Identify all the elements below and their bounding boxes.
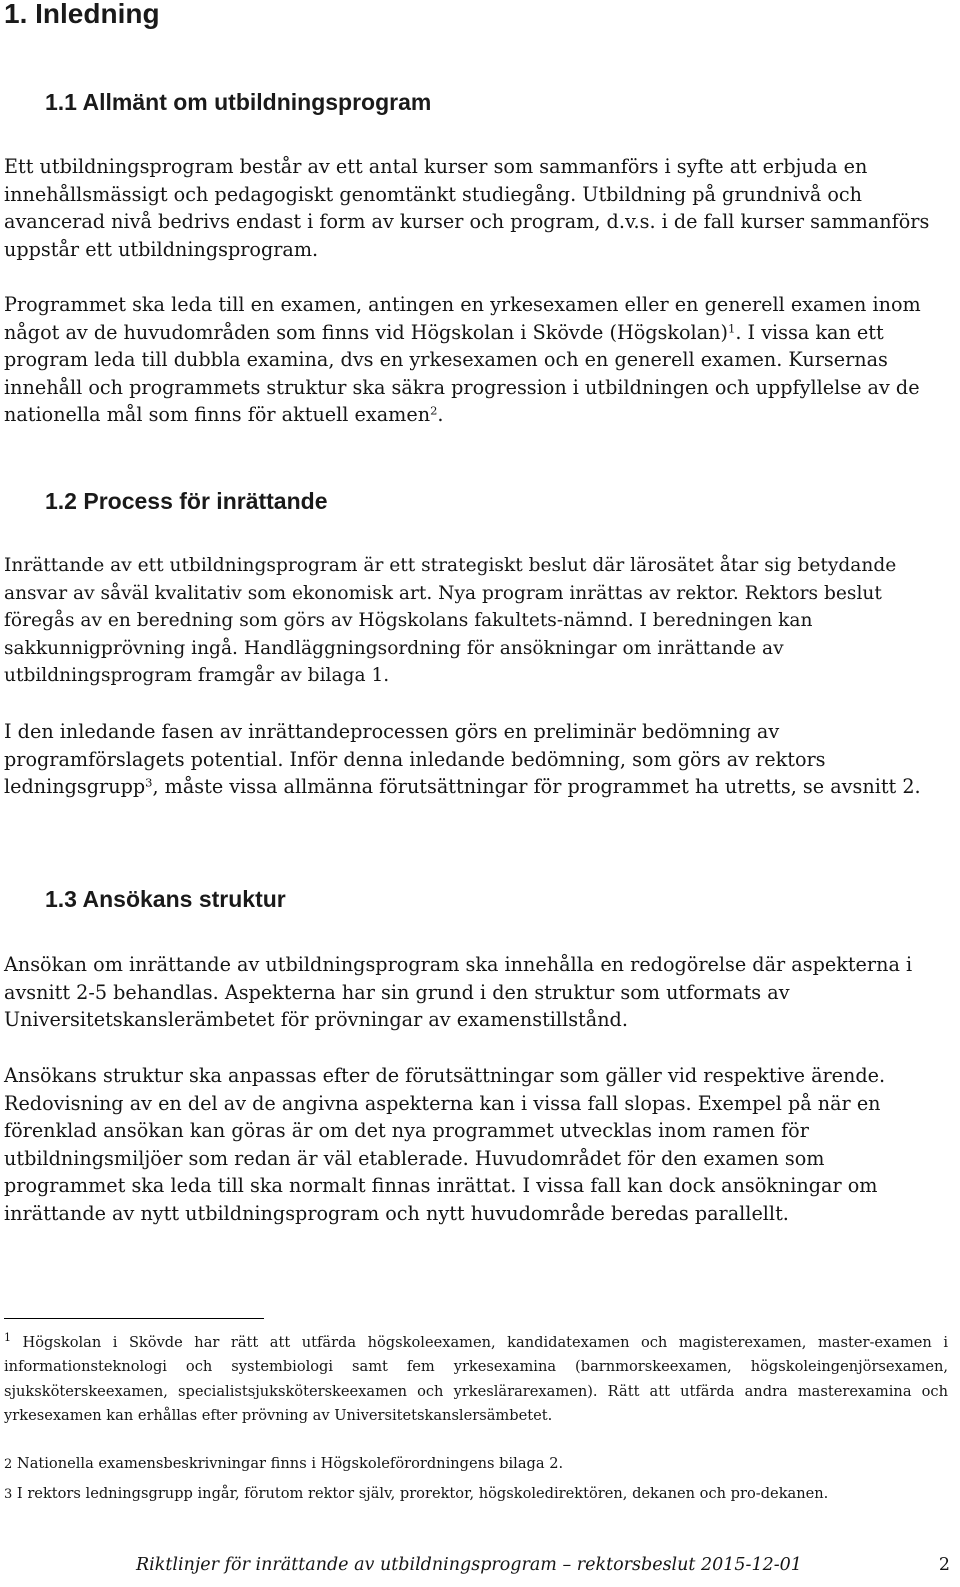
paragraph-1-3-b: Ansökans struktur ska anpassas efter de förutsättningar som gäller vid respektive ärende. Redovisning av en del av de angivna aspekterna kan i vissa fall slopas. Exempel på när en förenklad ansökan kan göras är om det nya programmet utvecklas inom ramen för utbildningsmiljöer som redan är väl etablerade. Huvudområdet för den examen som programmet ska leda till ska normalt finnas inrättat. I vissa fall kan dock ansökningar om inrättande av nytt utbildningsprogram och nytt huvudområde beredas parallellt. [4, 1064, 886, 1225]
page-number: 2 [938, 1555, 950, 1575]
paragraph-1-2-a: Inrättande av ett utbildningsprogram är ett strategiskt beslut där lärosätet åtar sig betydande ansvar av såväl kvalitativ som ekonomisk art. Nya program inrättas av rektor. Rektors beslut föregås av en beredning som görs av Högskolans fakultets-nämnd. I beredningen kan sakkunnigprövning ingå. Handläggningsordning för ansökningar om inrättande av utbildningsprogram framgår av bilaga 1. [4, 555, 897, 687]
paragraph-text: , måste vissa allmänna förutsättningar för programmet ha utretts, se avsnitt 2. [152, 775, 921, 799]
footnote-text: I rektors ledningsgrupp ingår, förutom rektor själv, prorektor, högskoledirektören, dekanen och pro-dekanen. [16, 1485, 829, 1502]
footnote-text: Högskolan i Skövde har rätt att utfärda högskoleexamen, kandidatexamen och magisterexamen, master-examen i informationsteknologi och systembiologi samt fem yrkesexamina (barnmorskeexamen, högskoleingenjörsexamen, sjuksköterskeexamen, specialistsjuksköterskeexamen och yrkeslärarexamen). Rätt att utfärda andra masterexamina och yrkesexamen kan erhållas efter prövning av Universitetskanslersämbetet. [4, 1334, 948, 1425]
footnote-mark: 2 [4, 1457, 13, 1472]
footnote-3 [4, 1482, 948, 1507]
section-heading-1-3: 1.3 Ansökans struktur [45, 886, 286, 912]
footnote-1 [4, 1331, 948, 1429]
paragraph-1-3-a: Ansökan om inrättande av utbildningsprogram ska innehålla en redogörelse där aspekterna i avsnitt 2-5 behandlas. Aspekterna har sin grund i den struktur som utformats av Universitetskanslerämbetet för prövningar av examenstillstånd. [4, 953, 913, 1032]
footer-title: Riktlinjer för inrättande av utbildningsprogram – rektorsbeslut 2015-12-01 [136, 1555, 802, 1575]
footnote-separator [4, 1318, 264, 1319]
footnote-ref-2[interactable]: 2 [430, 404, 438, 419]
section-heading-1-2: 1.2 Process för inrättande [45, 488, 328, 514]
footnote-2 [4, 1452, 948, 1477]
footnote-mark: 1 [4, 1330, 11, 1344]
footnote-text: Nationella examensbeskrivningar finns i Högskoleförordningens bilaga 2. [16, 1455, 564, 1472]
section-heading-1-1: 1.1 Allmänt om utbildningsprogram [45, 89, 432, 115]
paragraph-1-2-b [4, 718, 948, 801]
footnote-ref-3[interactable]: 3 [145, 775, 153, 790]
chapter-heading: 1. Inledning [4, 0, 160, 29]
paragraph-1-1-a: Ett utbildningsprogram består av ett antal kurser som sammanförs i syfte att erbjuda en innehållsmässigt och pedagogiskt genomtänkt studiegång. Utbildning på grundnivå och avancerad nivå bedrivs endast i form av kurser och program, d.v.s. i de fall kurser sammanförs uppstår ett utbildningsprogram. [4, 155, 930, 261]
paragraph-1-1-b [4, 291, 948, 429]
paragraph-text: Programmet ska leda till en examen, antingen en yrkesexamen eller en generell examen inom något av de huvudområden som finns vid Högskolan i Skövde (Högskolan) [4, 293, 921, 344]
paragraph-text: . [437, 403, 444, 427]
footnote-mark: 3 [4, 1487, 13, 1502]
paragraph-text: . I vissa kan ett program leda till dubbla examina, dvs en yrkesexamen och en generell examen. Kursernas innehåll och programmets struktur ska säkra progression i utbildningen och uppfyllelse av de nationella mål som finns för aktuell examen [4, 320, 920, 427]
paragraph-text: I den inledande fasen av inrättandeprocessen görs en preliminär bedömning av programförslagets potential. Inför denna inledande bedömning, som görs av rektors ledningsgrupp [4, 720, 826, 799]
footnote-ref-1[interactable]: 1 [727, 321, 736, 336]
